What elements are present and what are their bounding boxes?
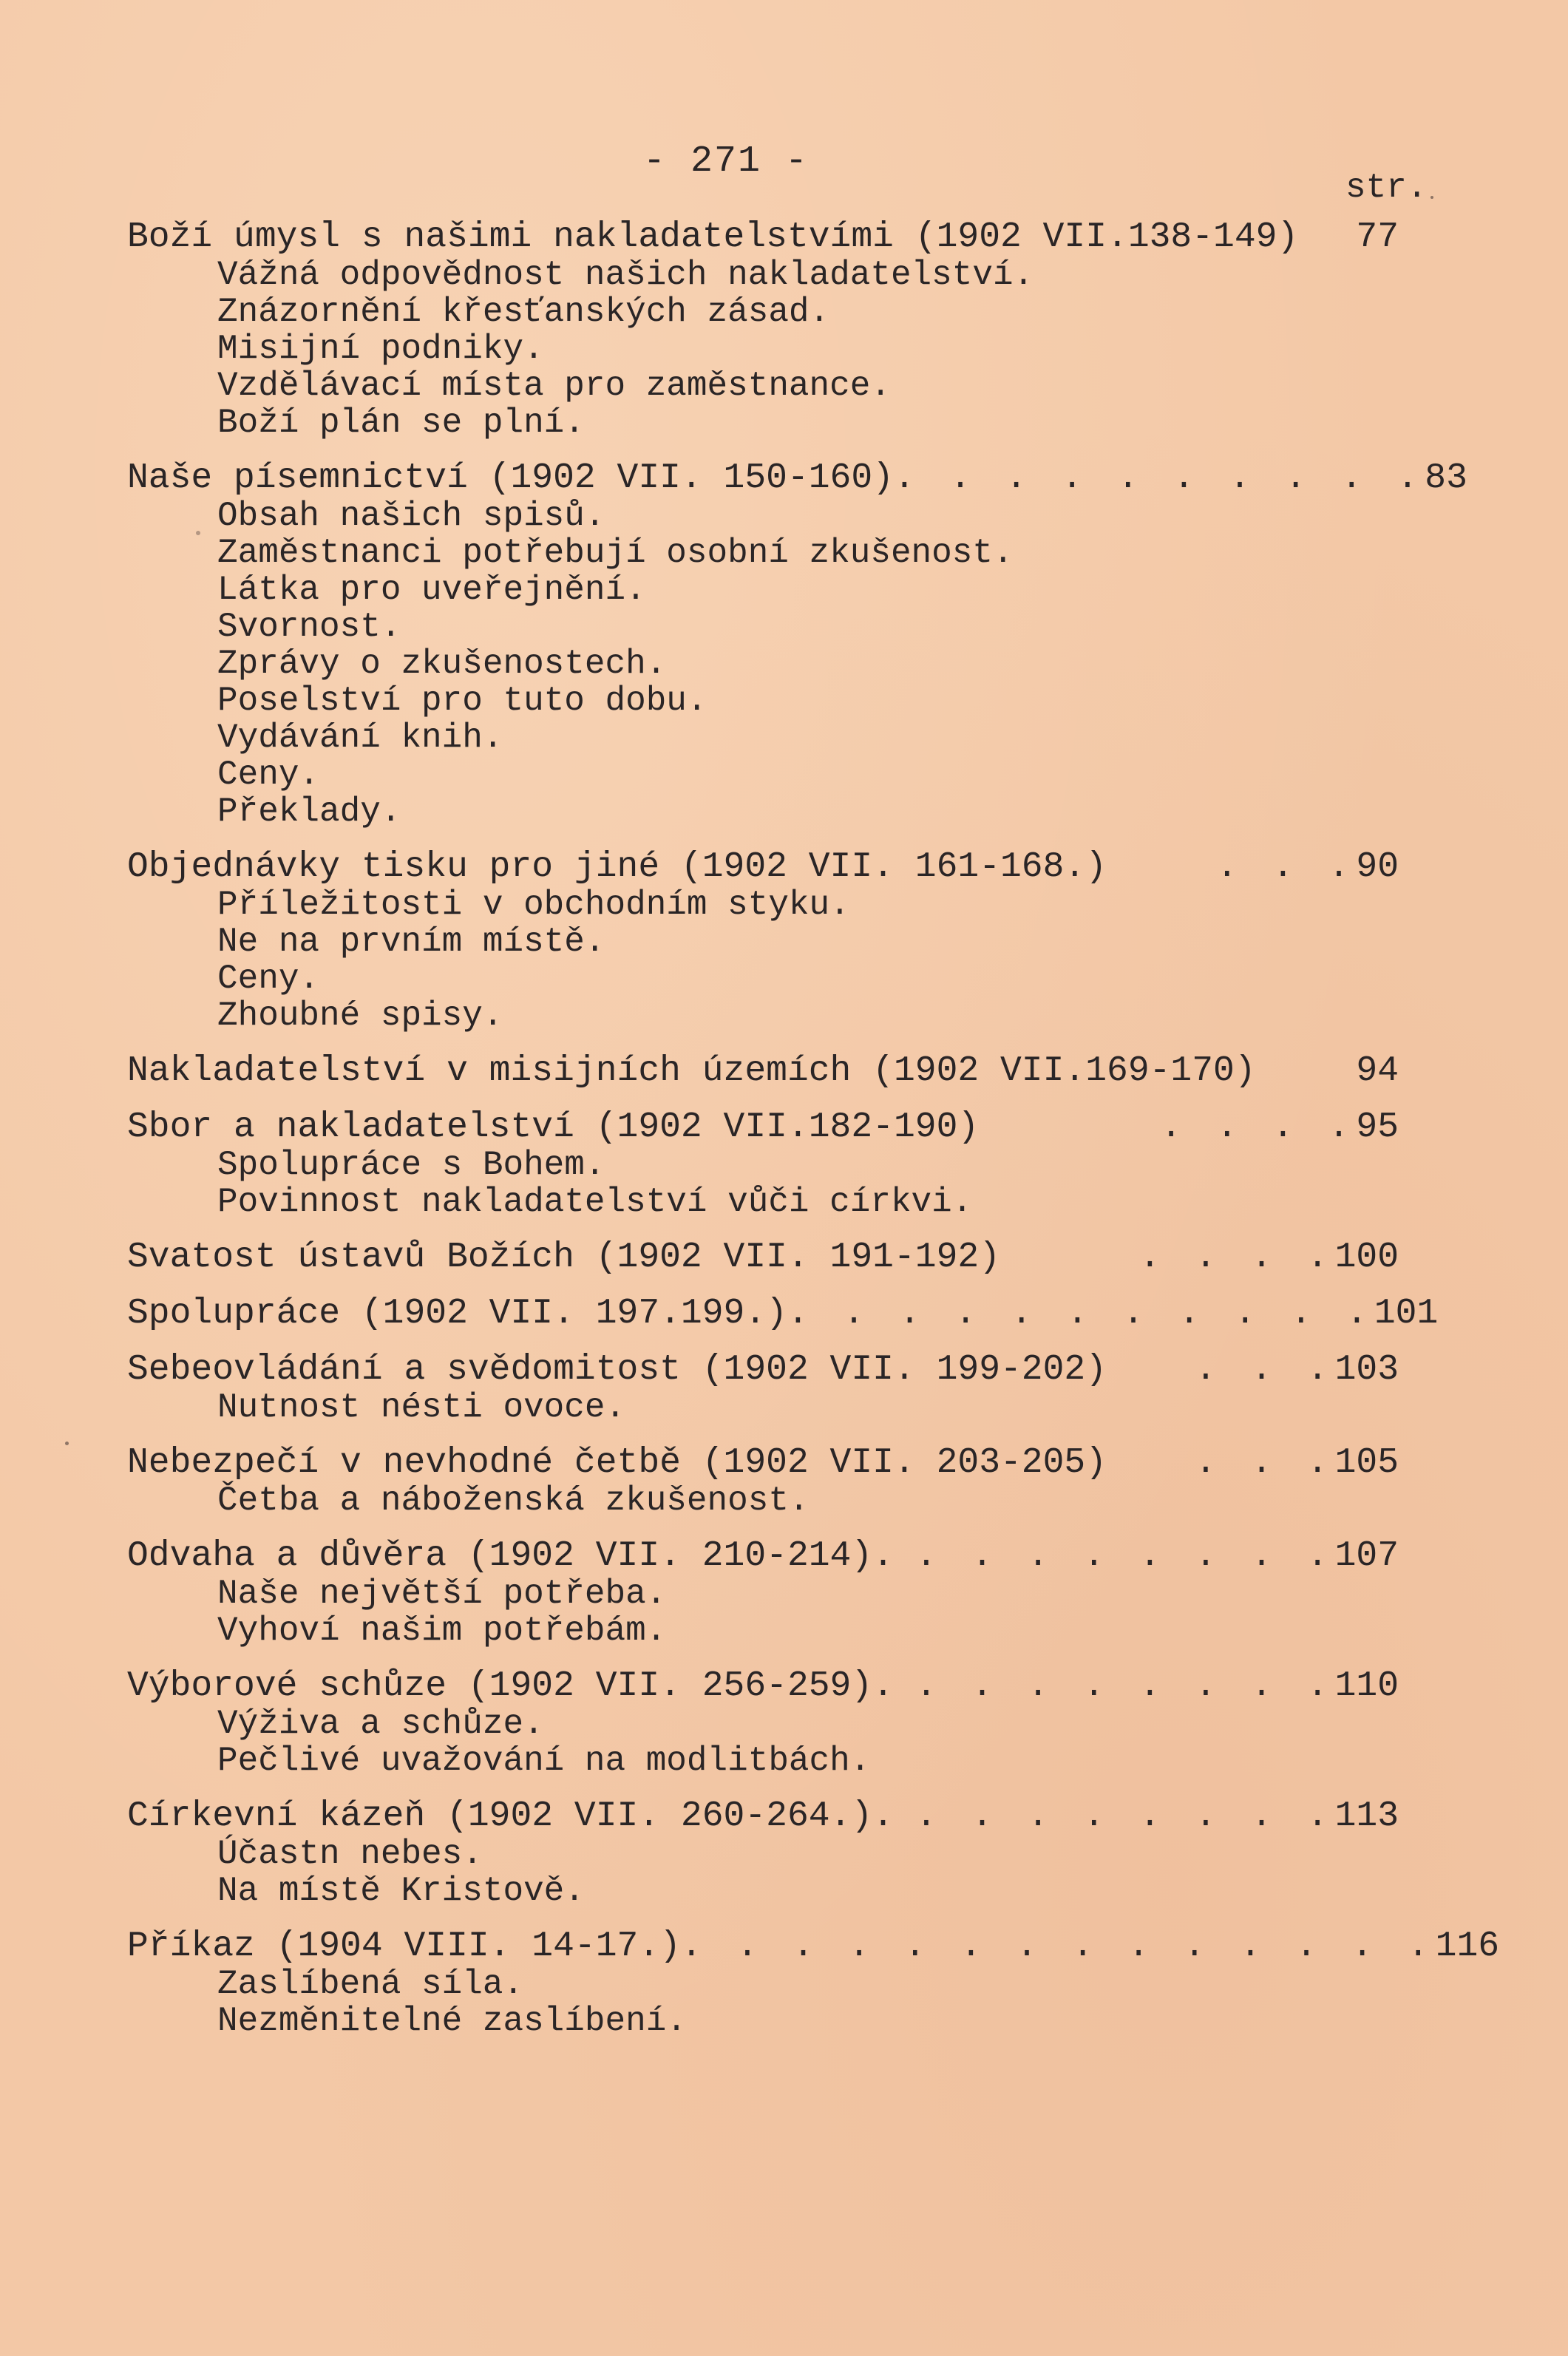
paper-speck [196,531,200,535]
toc-subtopic: Látka pro uveřejnění. [217,571,646,609]
toc-entry [127,1798,1399,1909]
toc-page-number: 105 [1334,1443,1399,1483]
toc-entry-line [127,1109,1399,1147]
toc-entry [127,1294,1439,1334]
toc-entry-title: Výborové schůze (1902 VII. 256-259). [127,1666,894,1706]
toc-entry-line [127,1053,1399,1090]
toc-subtopic: Účastn nebes. [217,1835,483,1873]
page-number: - 271 - [643,140,810,183]
toc-entry [127,1926,1500,2040]
toc-entry-title: Církevní kázeň (1902 VII. 260-264.). [127,1796,894,1836]
toc-page-number: 110 [1334,1666,1399,1706]
toc-entry-title: Svatost ústavů Božích (1902 VII. 191-192) [127,1238,1000,1277]
toc-entry [127,219,1399,441]
toc-leader-dots: . . . . . . . . [915,1666,1335,1706]
toc-page-number: 100 [1334,1238,1399,1277]
toc-entry-title: Odvaha a důvěra (1902 VII. 210-214). [127,1536,894,1576]
toc-subtopic: Misijní podniky. [217,330,544,368]
toc-leader-dots: . . . [1216,847,1357,887]
toc-leader-dots: . . . . . . . . . . . [787,1294,1374,1334]
toc-entry-line [127,849,1399,886]
toc-entry-line [127,1538,1399,1575]
toc-entry-title: Naše písemnictví (1902 VII. 150-160) [127,458,894,498]
toc-subtopic: Povinnost nakladatelství vůči církvi. [217,1183,973,1221]
toc-subtopic: Pečlivé uvažování na modlitbách. [217,1742,871,1780]
toc-page-number: 77 [1356,217,1399,257]
toc-subtopic: Vydávání knih. [217,719,503,757]
toc-leader-dots: . . . . [1160,1107,1357,1147]
toc-entry-title: Boží úmysl s našimi nakladatelstvími (1902 VII.138-149) [127,217,1299,257]
toc-entry [127,1109,1399,1221]
toc-entry [127,1239,1399,1277]
toc-entry-title: Spolupráce (1902 VII. 197.199.) [127,1294,787,1334]
toc-leader-dots: . . . . . . . . [915,1796,1335,1836]
toc-leader-dots: . . . [1195,1443,1335,1483]
toc-entry [127,1538,1399,1649]
toc-page-number: 95 [1356,1107,1399,1147]
toc-leader-dots: . . . [1195,1350,1335,1390]
toc-subtopic: Ceny. [217,960,320,998]
toc-entry-title: Objednávky tisku pro jiné (1902 VII. 161-168.) [127,847,1107,887]
paper-speck [1430,196,1433,199]
toc-subtopic: Vyhoví našim potřebám. [217,1612,667,1650]
toc-entry-line [127,1445,1399,1482]
toc-entry-line [127,219,1399,257]
toc-subtopic: Znázornění křesťanských zásad. [217,293,830,331]
toc-leader-dots: . . . . . . . . . . . . . . [680,1926,1436,1966]
toc-subtopic: Ne na prvním místě. [217,923,605,961]
toc-subtopic: Boží plán se plní. [217,404,585,442]
toc-entry [127,458,1467,831]
toc-subtopic: Četba a náboženská zkušenost. [217,1481,810,1520]
toc-page-number: 116 [1435,1926,1500,1966]
toc-page-number: 101 [1374,1294,1439,1334]
toc-entry-title: Sbor a nakladatelství (1902 VII.182-190) [127,1107,980,1147]
toc-leader-dots: . . . . [1138,1238,1335,1277]
toc-leader-dots: . . . . . . . . . . [893,458,1425,498]
toc-page-number: 90 [1356,847,1399,887]
toc-subtopic: Poselství pro tuto dobu. [217,682,707,720]
toc-entry-title: Nebezpečí v nevhodné četbě (1902 VII. 203-205) [127,1443,1107,1483]
toc-entry-title: Nakladatelství v misijních územích (1902 VII.169-170) [127,1051,1256,1091]
toc-subtopic: Svornost. [217,608,401,646]
toc-entry-line [127,458,1467,498]
toc-subtopic: Zhoubné spisy. [217,997,503,1035]
toc-subtopic: Překlady. [217,792,401,831]
toc-entry-line [127,1294,1439,1334]
paper-speck [65,1442,69,1445]
toc-subtopic: Nezměnitelné zaslíbení. [217,2002,687,2040]
toc-entry-line [127,1926,1500,1966]
toc-subtopic: Zaslíbená síla. [217,1965,524,2003]
toc-entry [127,1668,1399,1779]
toc-subtopic: Na místě Kristově. [217,1872,585,1910]
toc-entry-title: Příkaz (1904 VIII. 14-17.) [127,1926,681,1966]
toc-page-number: 94 [1356,1051,1399,1091]
toc-entry-title: Sebeovládání a svědomitost (1902 VII. 199-202) [127,1350,1107,1390]
toc-page-number: 103 [1334,1350,1399,1390]
toc-subtopic: Spolupráce s Bohem. [217,1146,605,1184]
toc-entry-line [127,1239,1399,1277]
toc-entry-line [127,1668,1399,1705]
toc-subtopic: Zprávy o zkušenostech. [217,645,667,683]
toc-subtopic: Příležitosti v obchodním styku. [217,886,850,924]
toc-entry [127,1445,1399,1519]
toc-subtopic: Zaměstnanci potřebují osobní zkušenost. [217,534,1014,572]
toc-page-number: 83 [1425,458,1467,498]
toc-subtopic: Obsah našich spisů. [217,497,605,535]
toc-page-number: 107 [1334,1536,1399,1576]
toc-entry [127,849,1399,1034]
toc-entry [127,1351,1399,1426]
toc-subtopic: Naše největší potřeba. [217,1575,667,1613]
toc-subtopic: Vážná odpovědnost našich nakladatelství. [217,256,1034,294]
toc-leader-dots: . . . . . . . . [915,1536,1335,1576]
toc-subtopic: Vzdělávací místa pro zaměstnance. [217,367,891,405]
toc-entry [127,1053,1399,1090]
toc-page-number: 113 [1334,1796,1399,1836]
toc-subtopic: Výživa a schůze. [217,1705,544,1743]
toc-subtopic: Nutnost nésti ovoce. [217,1388,626,1427]
toc-entry-line [127,1798,1399,1836]
table-of-contents [127,217,1500,2058]
toc-subtopic: Ceny. [217,756,320,794]
page-column-label: str. [1345,169,1428,207]
toc-entry-line [127,1351,1399,1389]
